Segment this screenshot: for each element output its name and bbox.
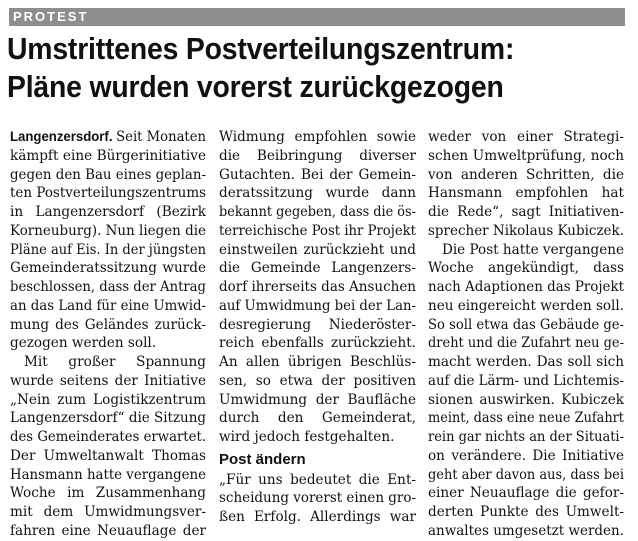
text-line: sen, so etwa der positiven	[219, 372, 416, 389]
text-line: derten Punkte des Umwelt-	[428, 504, 624, 520]
text-line: beschlossen, dass der Antrag	[10, 279, 206, 295]
text-line: ten Postverteilungszentrums	[10, 185, 206, 202]
text-line: Gutachten. Bei der Gemein-	[219, 166, 416, 183]
text-line: „Für uns bedeutet die Ent-	[219, 471, 416, 488]
text-line: auf Umwidmung bei der Lan-	[219, 297, 416, 314]
text-line: in Langenzersdorf (Bezirk	[10, 204, 206, 220]
text-line: Umwidmung der Baufläche	[219, 391, 416, 408]
text-line: „Nein zum Logistikzentrum	[10, 391, 206, 408]
text-line: an das Land für eine Umwid-	[10, 297, 206, 314]
article-column-3	[428, 128, 624, 541]
text-line: bekannt gegeben, dass die ös-	[219, 204, 416, 220]
text-line: mit dem Umwidmungsver-	[10, 504, 206, 520]
text-line: Korneuburg). Nun liegen die	[10, 222, 206, 239]
text-line: kämpft eine Bürgerinitiative	[10, 147, 206, 164]
text-line: Mit großer Spannung	[24, 354, 206, 370]
text-line: terreichische Post ihr Projekt	[219, 222, 416, 239]
text-line: fahren eine Neuauflage der	[10, 522, 206, 539]
text-line: einer Neuauflage die gefor-	[428, 485, 624, 502]
paragraph-5	[428, 128, 624, 241]
dateline: Langenzersdorf.	[10, 129, 117, 144]
text-line: des Gemeinderates erwartet.	[10, 429, 206, 445]
text-line: deratssitzung wurde dann	[219, 185, 416, 202]
text-line: on verändere. Die Initiative	[428, 447, 624, 464]
text-line: wurde seitens der Initiative	[10, 372, 206, 389]
text-line: desregierung Niederöster-	[219, 316, 416, 333]
text-line: scheidung vorerst einen gro-	[219, 490, 416, 507]
text-line: dreht und die Zufahrt neu ge-	[428, 335, 624, 352]
text-line: Gemeinderatssitzung wurde	[10, 260, 206, 277]
text-line: Langenzersdorf“ die Sitzung	[10, 410, 206, 427]
text-line: von anderen Schritten, die	[428, 166, 624, 183]
text-line: Widmung empfohlen sowie	[219, 129, 416, 145]
text-line: dorf ihrerseits das Ansuchen	[219, 279, 416, 295]
section-kicker: PROTEST	[9, 8, 625, 26]
article-column-1	[10, 128, 206, 541]
text-line: sionen auswirken. Kubiczek	[428, 391, 624, 408]
text-line: neu eingereicht werden soll.	[428, 297, 624, 314]
text-line: Hansmann hatte vergangene	[10, 466, 206, 483]
paragraph-4	[219, 471, 416, 527]
text-line: die Gemeinde Langenzers-	[219, 260, 416, 277]
paragraph-6	[428, 241, 624, 541]
text-line: meint, dass eine neue Zufahrt	[428, 410, 624, 427]
text-line: Langenzersdorf. Seit Monaten	[10, 129, 206, 145]
text-line: durch den Gemeinderat,	[219, 410, 416, 427]
text-line: gezogen werden soll.	[10, 335, 157, 352]
text-line: die Beibringung diverser	[219, 147, 416, 164]
headline	[7, 30, 578, 106]
text-line: einstweilen zurückzieht und	[219, 241, 416, 258]
text-line: Hansmann empfohlen hat	[428, 185, 624, 202]
text-line: rein gar nichts an der Situati-	[428, 429, 624, 445]
text-line: So soll etwa das Gebäude ge-	[428, 316, 624, 333]
text-line: schen Umweltprüfung, noch	[428, 147, 624, 164]
text-line: Pläne auf Eis. In der jüngsten	[10, 241, 206, 258]
text-line: gegen den Bau eines geplan-	[10, 166, 206, 183]
text-line: mung des Geländes zurück-	[10, 316, 206, 333]
headline-line-1: Umstrittenes Postverteilungszentrum:	[7, 31, 515, 66]
text-line: Woche angekündigt, dass	[428, 260, 624, 277]
text-line: Der Umweltanwalt Thomas	[10, 447, 206, 464]
paragraph-2	[10, 353, 206, 541]
text-line: reich ebenfalls zurückzieht.	[219, 335, 416, 352]
text-line: sprecher Nikolaus Kubiczek.	[428, 222, 624, 239]
text-line: auf die Lärm- und Lichtemis-	[428, 372, 624, 389]
text-line: Die Post hatte vergangene	[441, 241, 624, 258]
text-line: geht aber davon aus, dass bei	[428, 466, 624, 483]
paragraph-1	[10, 128, 206, 353]
text-line: nach Adaptionen das Projekt	[428, 279, 624, 295]
text-line: ßen Erfolg. Allerdings war	[219, 509, 416, 525]
text-line: An allen übrigen Beschlüs-	[219, 354, 416, 370]
text-line: wird jedoch festgehalten.	[219, 429, 395, 445]
subheading: Post ändern	[219, 450, 306, 468]
text-line: weder von einer Strategi-	[428, 129, 624, 145]
text-line: macht werden. Das soll sich	[428, 354, 624, 370]
text-line: anwaltes umgesetzt werden.	[428, 522, 624, 539]
article-column-2	[219, 128, 416, 527]
paragraph-3	[219, 128, 416, 447]
headline-line-2: Pläne wurden vorerst zurückgezogen	[7, 69, 504, 104]
text-line: die Rede“, sagt Initiativen-	[428, 204, 624, 220]
text-line: Woche im Zusammenhang	[10, 485, 206, 502]
